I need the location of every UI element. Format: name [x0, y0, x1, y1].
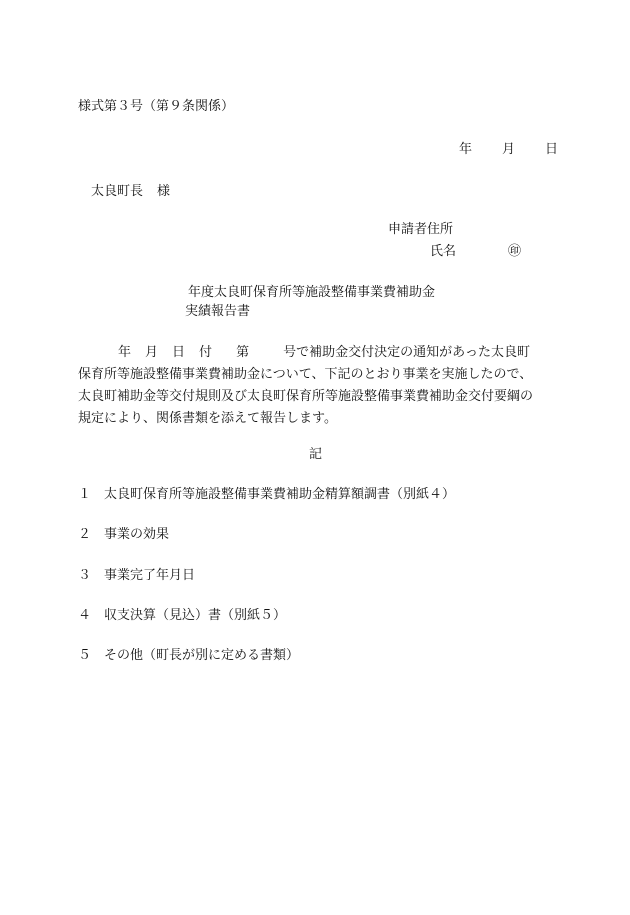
report-body — [78, 342, 558, 430]
body-date-year: 年 — [118, 345, 132, 360]
date-year-label: 年 — [459, 142, 473, 157]
list-item — [78, 525, 169, 545]
item-number: ２ — [78, 527, 92, 542]
applicant-name-label: 氏名 — [430, 244, 457, 259]
report-title-line1: 年度太良町保育所等施設整備事業費補助金 — [188, 285, 436, 300]
list-item — [78, 566, 195, 586]
form-number: 様式第３号（第９条関係） — [78, 99, 235, 114]
list-item — [78, 646, 299, 666]
body-line-1 — [78, 342, 558, 364]
recipient — [91, 182, 170, 202]
body-date-suffix: 付 — [199, 345, 213, 360]
item-text: 収支決算（見込）書（別紙５） — [104, 608, 287, 623]
item-text: その他（町長が別に定める書類） — [104, 648, 300, 663]
list-item — [78, 606, 286, 626]
date-day-label: 日 — [545, 142, 559, 157]
applicant-address-label: 申請者住所 — [388, 222, 454, 237]
item-text: 太良町保育所等施設整備事業費補助金精算額調書（別紙４） — [104, 487, 456, 502]
body-line-4: 規定により、関係書類を添えて報告します。 — [78, 411, 337, 426]
item-text: 事業完了年月日 — [104, 568, 196, 583]
body-line-3: 太良町補助金等交付規則及び太良町保育所等施設整備事業費補助金交付要綱の — [78, 389, 534, 404]
item-text: 事業の効果 — [104, 527, 170, 542]
body-line-1-rest: 号で補助金交付決定の通知があった太良町 — [283, 345, 530, 360]
item-number: ５ — [78, 648, 92, 663]
item-number: ３ — [78, 568, 92, 583]
ki-heading: 記 — [309, 447, 323, 462]
list-item — [78, 485, 455, 505]
report-title-line2: 実績報告書 — [185, 304, 251, 319]
applicant-name-row — [430, 242, 521, 262]
seal-mark: ㊞ — [508, 244, 522, 259]
item-number: ４ — [78, 608, 92, 623]
body-date-month: 月 — [145, 345, 159, 360]
date-month-label: 月 — [502, 142, 516, 157]
recipient-name: 太良町長 — [91, 184, 144, 199]
body-line-2: 保育所等施設整備事業費補助金について、下記のとおり事業を実施したので、 — [78, 367, 533, 382]
body-date-day: 日 — [172, 345, 186, 360]
body-number-prefix: 第 — [236, 345, 250, 360]
item-number: １ — [78, 487, 92, 502]
recipient-honorific: 様 — [157, 184, 171, 199]
date-line — [459, 140, 558, 160]
